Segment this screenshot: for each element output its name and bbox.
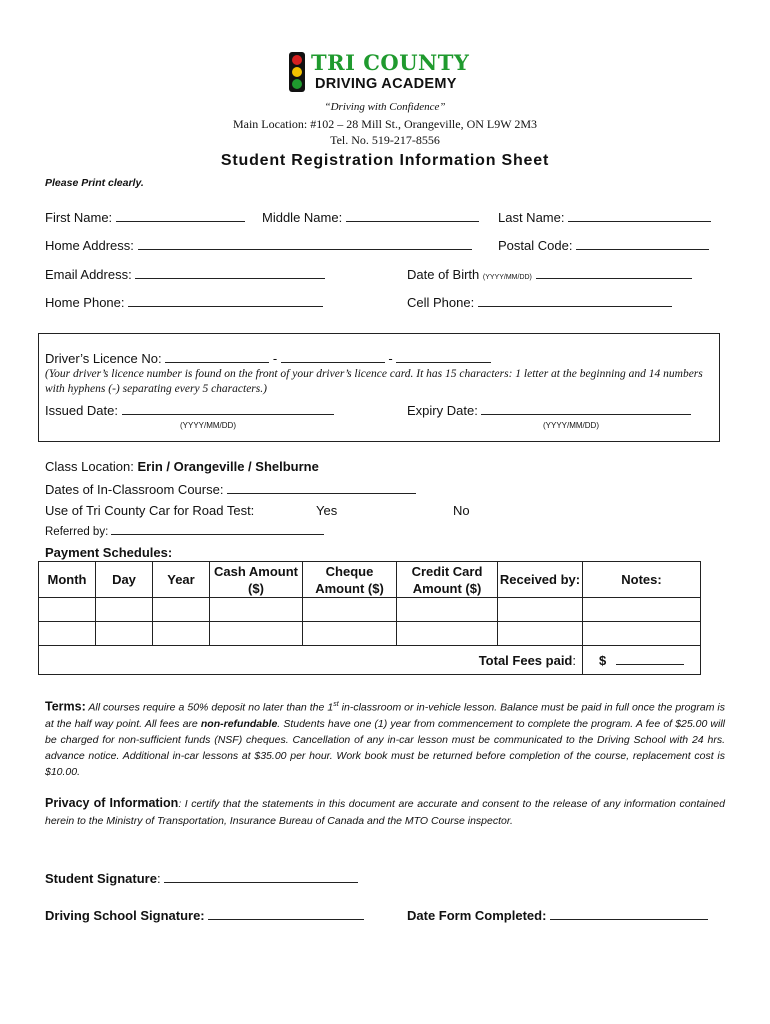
terms-text-c: . Students have one (1) year from commencement to complete the program. A fee of $25.00 will be charged for non-sufficient funds (NSF) cheques. Cancellation of any in-car lesson must be communicated to the Driving School with 24 hrs. advance notice. Additional in-car lessons at $35.00 per hour. Work book must be returned before completion of the course, replacement cost is $10.00. xyxy=(45,717,726,779)
cell-month[interactable] xyxy=(39,622,96,646)
total-row xyxy=(39,646,701,675)
issued-date-row xyxy=(45,402,334,418)
home-phone-field[interactable] xyxy=(128,294,323,307)
last-name-label: Last Name: xyxy=(498,210,565,225)
road-test-yes[interactable]: Yes xyxy=(316,503,338,518)
privacy-label: Privacy of Information xyxy=(45,796,179,810)
first-name-field[interactable] xyxy=(116,209,245,222)
cell-notes[interactable] xyxy=(583,598,701,622)
cell-month[interactable] xyxy=(39,598,96,622)
first-name-label: First Name: xyxy=(45,210,113,225)
terms-sup: st xyxy=(333,701,339,708)
total-label-cell xyxy=(39,646,583,675)
cell-cheque[interactable] xyxy=(303,622,397,646)
date-completed-field[interactable] xyxy=(550,907,708,920)
col-cash: Cash Amount ($) xyxy=(210,562,303,598)
payment-header-row xyxy=(39,562,701,598)
class-location-value: Erin / Orangeville / Shelburne xyxy=(137,459,319,474)
referred-field[interactable] xyxy=(111,524,324,535)
dob-label: Date of Birth xyxy=(407,267,480,282)
cell-cheque[interactable] xyxy=(303,598,397,622)
cell-credit[interactable] xyxy=(397,598,498,622)
terms-paragraph xyxy=(45,697,725,781)
cell-year[interactable] xyxy=(153,598,210,622)
middle-name-label: Middle Name: xyxy=(262,210,343,225)
licence-dash-1: - xyxy=(272,351,278,366)
school-signature-field[interactable] xyxy=(208,907,364,920)
logo-line2: DRIVING ACADEMY xyxy=(315,76,457,92)
email-row xyxy=(45,266,325,282)
licence-dash-2: - xyxy=(388,351,393,366)
tagline: “Driving with Confidence” xyxy=(324,101,446,113)
print-instruction: Please Print clearly. xyxy=(45,177,144,189)
postal-code-field[interactable] xyxy=(576,237,709,250)
page-title: Student Registration Information Sheet xyxy=(220,152,550,169)
total-label: Total Fees paid xyxy=(478,652,573,668)
table-row xyxy=(39,598,701,622)
terms-text-b: in-classroom or in-vehicle lesson. Balance must be paid in full once the program is at the half way point. All fees are xyxy=(45,701,726,730)
payment-heading: Payment Schedules: xyxy=(45,545,173,560)
class-location-row xyxy=(45,459,319,474)
dob-row xyxy=(407,266,692,282)
cell-phone-field[interactable] xyxy=(478,294,672,307)
col-notes: Notes: xyxy=(583,562,701,598)
postal-code-row xyxy=(498,237,709,253)
cell-received[interactable] xyxy=(498,598,583,622)
expiry-date-format: (YYYY/MM/DD) xyxy=(543,421,599,430)
school-signature-label: Driving School Signature: xyxy=(45,908,205,923)
road-test-car-label: Use of Tri County Car for Road Test: xyxy=(45,503,255,518)
cell-phone-row xyxy=(407,294,672,310)
licence-field-part1[interactable] xyxy=(165,350,269,363)
course-dates-row xyxy=(45,481,416,497)
cell-notes[interactable] xyxy=(583,622,701,646)
privacy-paragraph xyxy=(45,795,725,830)
school-signature-row xyxy=(45,907,364,923)
student-signature-label: Student Signature xyxy=(45,871,157,886)
issued-date-field[interactable] xyxy=(122,402,334,415)
col-day: Day xyxy=(96,562,153,598)
licence-label: Driver’s Licence No: xyxy=(45,351,162,366)
payment-table xyxy=(38,561,701,675)
date-completed-label: Date Form Completed: xyxy=(407,908,547,923)
cell-day[interactable] xyxy=(96,622,153,646)
last-name-field[interactable] xyxy=(568,209,711,222)
date-completed-row xyxy=(407,907,708,923)
expiry-date-row xyxy=(407,402,691,418)
cell-cash[interactable] xyxy=(210,622,303,646)
logo xyxy=(288,50,488,96)
traffic-light-icon xyxy=(288,52,306,92)
main-address: Main Location: #102 – 28 Mill St., Orangeville, ON L9W 2M3 xyxy=(232,117,538,131)
cell-phone-label: Cell Phone: xyxy=(407,295,475,310)
postal-code-label: Postal Code: xyxy=(498,238,573,253)
last-name-row xyxy=(498,209,711,225)
phone-number: Tel. No. 519-217-8556 xyxy=(330,133,440,147)
course-dates-field[interactable] xyxy=(227,481,416,494)
col-received: Received by: xyxy=(498,562,583,598)
total-colon: : xyxy=(572,652,576,668)
class-location-label: Class Location: xyxy=(45,459,134,474)
terms-label: Terms: xyxy=(45,699,86,714)
col-cheque: Cheque Amount ($) xyxy=(303,562,397,598)
middle-name-row xyxy=(262,209,479,225)
expiry-date-label: Expiry Date: xyxy=(407,403,478,418)
licence-note: (Your driver’s licence number is found on the front of your driver’s licence card. It has 15 characters: 1 letter at the beginning and 14 numbers with hyphens (-) separating every 5 characters.) xyxy=(45,368,703,395)
total-amount-field[interactable] xyxy=(616,654,684,665)
home-phone-row xyxy=(45,294,323,310)
home-phone-label: Home Phone: xyxy=(45,295,125,310)
referred-row xyxy=(45,524,324,538)
home-address-row xyxy=(45,237,472,253)
dob-field[interactable] xyxy=(536,266,692,279)
referred-label: Referred by: xyxy=(45,526,109,538)
licence-field-part3[interactable] xyxy=(396,350,491,363)
cell-year[interactable] xyxy=(153,622,210,646)
student-signature-colon: : xyxy=(156,871,161,886)
table-row xyxy=(39,622,701,646)
col-year: Year xyxy=(153,562,210,598)
email-label: Email Address: xyxy=(45,267,132,282)
dob-format: (YYYY/MM/DD) xyxy=(482,274,532,281)
cell-cash[interactable] xyxy=(210,598,303,622)
student-signature-row xyxy=(45,870,358,886)
student-signature-field[interactable] xyxy=(164,870,358,883)
cell-received[interactable] xyxy=(498,622,583,646)
col-credit: Credit Card Amount ($) xyxy=(397,562,498,598)
cell-day[interactable] xyxy=(96,598,153,622)
terms-text-a: All courses require a 50% deposit no later than the 1 xyxy=(88,701,334,714)
home-address-field[interactable] xyxy=(138,237,472,250)
licence-field-part2[interactable] xyxy=(281,350,385,363)
terms-bold: non-refundable xyxy=(200,717,278,730)
cell-credit[interactable] xyxy=(397,622,498,646)
course-dates-label: Dates of In-Classroom Course: xyxy=(45,482,224,497)
home-address-label: Home Address: xyxy=(45,238,134,253)
total-amount-cell xyxy=(583,646,701,675)
middle-name-field[interactable] xyxy=(346,209,479,222)
first-name-row xyxy=(45,209,245,225)
issued-date-label: Issued Date: xyxy=(45,403,118,418)
expiry-date-field[interactable] xyxy=(481,402,691,415)
col-month: Month xyxy=(39,562,96,598)
logo-line1: TRI COUNTY xyxy=(311,50,470,75)
road-test-no[interactable]: No xyxy=(453,503,470,518)
privacy-text: : I certify that the statements in this document are accurate and consent to the release of any information contained herein to the Ministry of Transportation, Insurance Bureau of Canada and the MTO Course inspector. xyxy=(45,798,725,827)
licence-row xyxy=(45,350,491,366)
total-dollar-sign: $ xyxy=(599,652,607,668)
email-field[interactable] xyxy=(135,266,325,279)
issued-date-format: (YYYY/MM/DD) xyxy=(180,421,236,430)
